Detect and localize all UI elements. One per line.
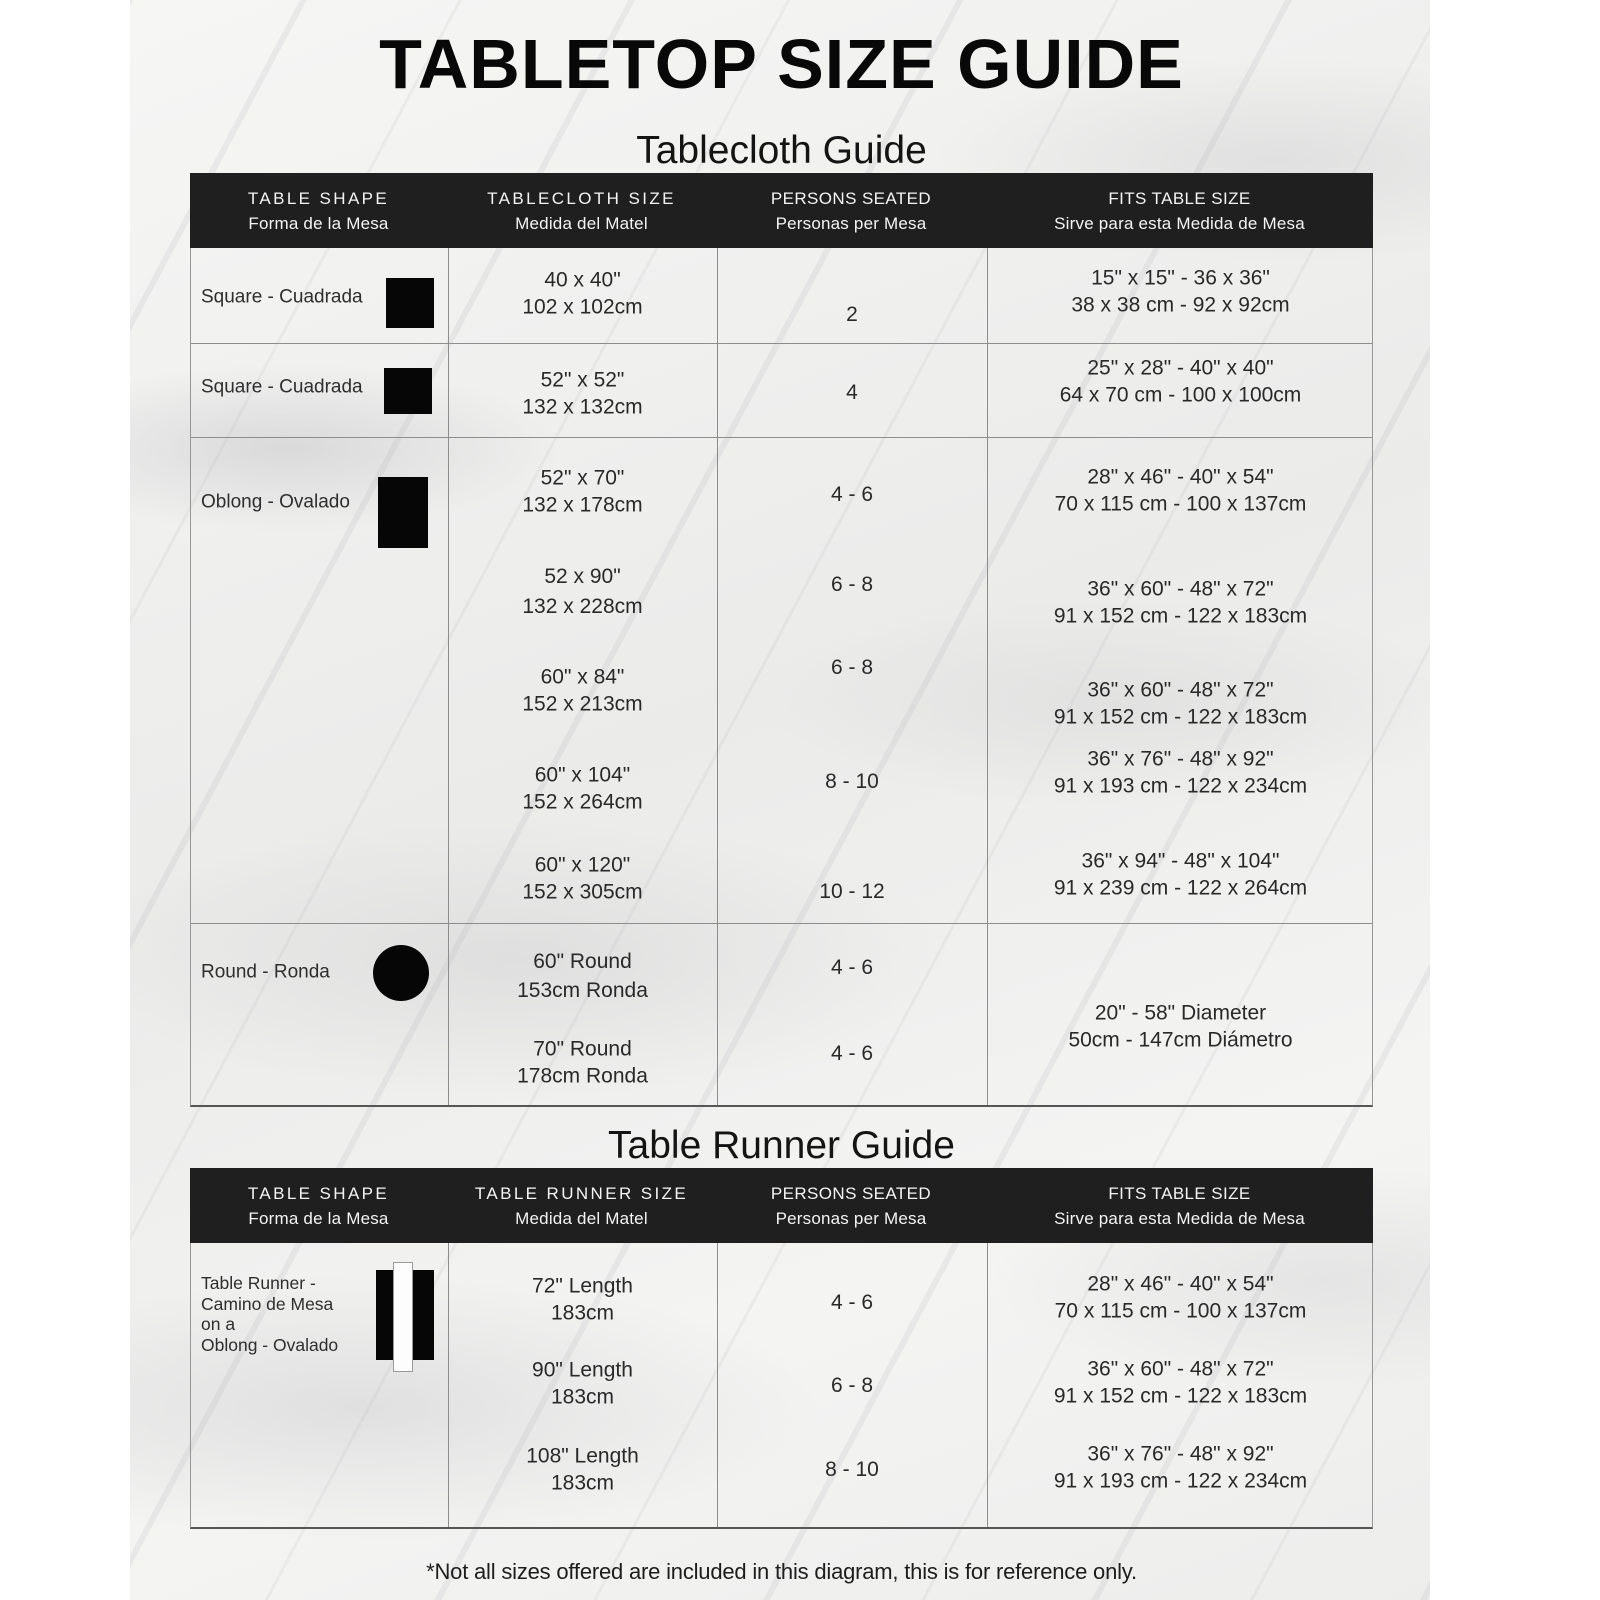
tablecloth-size-cell <box>448 665 717 718</box>
persons-cell: 4 - 6 <box>830 955 874 979</box>
shape-line: Camino de Mesa <box>201 1293 334 1314</box>
tablecloth-table <box>190 173 1373 1107</box>
size-line: 132 x 132cm <box>522 395 643 418</box>
header-persons-seated-es: Personas per Mesa <box>775 1208 927 1228</box>
shape-label-square-2: Square - Cuadrada <box>201 376 363 398</box>
persons-cell: 8 - 10 <box>825 1457 879 1481</box>
fits-line: 91 x 193 cm - 122 x 234cm <box>1053 774 1308 797</box>
fits-cell <box>987 747 1374 800</box>
square-icon <box>386 278 434 328</box>
tablecloth-size-cell <box>448 1037 717 1090</box>
fits-line: 28" x 46" - 40" x 54" <box>1087 1272 1274 1296</box>
fits-line: 36" x 60" - 48" x 72" <box>1087 678 1274 702</box>
fits-cell <box>987 266 1374 319</box>
tablecloth-section-title: Tablecloth Guide <box>636 129 927 172</box>
fits-line: 91 x 193 cm - 122 x 234cm <box>1053 1469 1308 1492</box>
header-persons-seated-es: Personas per Mesa <box>775 213 927 233</box>
runner-table-header <box>190 1168 1373 1243</box>
size-line: 108" Length <box>526 1444 639 1468</box>
header-table-shape-es: Forma de la Mesa <box>248 213 389 233</box>
fits-line: 70 x 115 cm - 100 x 137cm <box>1054 492 1307 515</box>
header-fits-table-size-en: FITS TABLE SIZE <box>1108 1183 1251 1203</box>
header-persons-seated-en: PERSONS SEATED <box>770 188 932 208</box>
table-runner-table <box>190 1168 1373 1529</box>
header-fits-table-size <box>986 173 1373 248</box>
size-line: 132 x 228cm <box>522 595 643 618</box>
tablecloth-size-cell <box>448 466 717 519</box>
runner-section-title: Table Runner Guide <box>608 1124 955 1167</box>
header-fits-table-size-en: FITS TABLE SIZE <box>1108 188 1251 208</box>
tablecloth-size-cell <box>448 763 717 816</box>
tablecloth-size-cell <box>448 853 717 906</box>
fits-line: 36" x 76" - 48" x 92" <box>1087 747 1274 771</box>
persons-cell: 4 - 6 <box>830 482 874 506</box>
shape-line: on a <box>201 1314 236 1334</box>
header-runner-size <box>447 1168 716 1243</box>
size-line: 183cm <box>550 1385 615 1408</box>
size-line: 183cm <box>550 1471 615 1494</box>
fits-line: 36" x 94" - 48" x 104" <box>1081 849 1280 873</box>
header-tablecloth-size <box>447 173 716 248</box>
size-line: 60" x 84" <box>540 665 625 689</box>
fits-cell <box>987 356 1374 409</box>
header-table-shape <box>190 173 447 248</box>
fits-cell-round-merged <box>987 1001 1374 1054</box>
row-divider <box>191 923 1372 924</box>
size-line: 152 x 264cm <box>522 790 643 813</box>
header-table-shape-en: TABLE SHAPE <box>247 1183 390 1203</box>
persons-cell: 6 - 8 <box>830 1373 874 1397</box>
size-line: 178cm Ronda <box>517 1064 648 1087</box>
header-fits-table-size-es: Sirve para esta Medida de Mesa <box>1054 1208 1305 1228</box>
fits-cell <box>987 849 1374 902</box>
tablecloth-size-cell <box>448 368 717 421</box>
fits-line: 70 x 115 cm - 100 x 137cm <box>1054 1299 1307 1322</box>
shape-label-table-runner <box>201 1273 338 1355</box>
fits-cell <box>987 577 1374 630</box>
oblong-rectangle-icon <box>378 477 428 548</box>
fits-line: 25" x 28" - 40" x 40" <box>1087 356 1274 380</box>
persons-cell: 8 - 10 <box>825 769 879 793</box>
fits-line: 36" x 76" - 48" x 92" <box>1087 1442 1274 1466</box>
footnote: *Not all sizes offered are included in this diagram, this is for reference only. <box>426 1559 1137 1584</box>
circle-icon <box>373 945 429 1001</box>
tablecloth-size-cell <box>448 947 717 1005</box>
row-divider <box>191 343 1372 344</box>
size-line: 153cm Ronda <box>517 979 648 1002</box>
size-line: 152 x 305cm <box>522 880 643 903</box>
fits-line: 28" x 46" - 40" x 54" <box>1087 465 1274 489</box>
table-runner-icon <box>376 1262 434 1372</box>
header-table-shape-en: TABLE SHAPE <box>247 188 390 208</box>
fits-cell <box>987 1442 1374 1495</box>
size-line: 152 x 213cm <box>522 692 643 715</box>
size-line: 52" x 52" <box>540 368 625 392</box>
size-line: 72" Length <box>532 1274 633 1298</box>
persons-cell: 6 - 8 <box>830 655 874 679</box>
size-guide-page <box>130 0 1430 1600</box>
header-persons-seated <box>716 1168 986 1243</box>
fits-line: 38 x 38 cm - 92 x 92cm <box>1071 293 1290 316</box>
header-fits-table-size-es: Sirve para esta Medida de Mesa <box>1054 213 1305 233</box>
fits-cell <box>987 1357 1374 1410</box>
persons-cell: 2 <box>846 302 858 326</box>
runner-size-cell <box>448 1358 717 1411</box>
size-line: 52 x 90" <box>544 565 621 588</box>
header-runner-size-es: Medida del Matel <box>515 1208 648 1228</box>
shape-label-square-1: Square - Cuadrada <box>201 286 363 308</box>
header-table-shape-es: Forma de la Mesa <box>248 1208 389 1228</box>
size-line: 102 x 102cm <box>522 295 643 318</box>
header-persons-seated-en: PERSONS SEATED <box>770 1183 932 1203</box>
shape-label-oblong: Oblong - Ovalado <box>201 491 350 513</box>
persons-cell: 10 - 12 <box>819 879 885 903</box>
runner-cloth-rect <box>393 1262 413 1372</box>
header-tablecloth-size-en: TABLECLOTH SIZE <box>487 188 676 208</box>
header-table-shape <box>190 1168 447 1243</box>
fits-line: 15" x 15" - 36 x 36" <box>1091 266 1270 290</box>
fits-cell <box>987 1272 1374 1325</box>
shape-line: Oblong - Ovalado <box>201 1334 339 1355</box>
square-icon <box>384 368 432 414</box>
size-line: 60" x 104" <box>534 763 631 787</box>
fits-line: 91 x 239 cm - 122 x 264cm <box>1053 876 1308 899</box>
size-line: 183cm <box>550 1301 615 1324</box>
tablecloth-table-header <box>190 173 1373 248</box>
shape-label-round: Round - Ronda <box>201 961 330 983</box>
tablecloth-size-cell <box>448 268 717 321</box>
fits-line: 36" x 60" - 48" x 72" <box>1087 1357 1274 1381</box>
fits-line: 50cm - 147cm Diámetro <box>1068 1028 1293 1051</box>
size-line: 90" Length <box>532 1358 633 1382</box>
fits-line: 91 x 152 cm - 122 x 183cm <box>1053 705 1308 728</box>
header-fits-table-size <box>986 1168 1373 1243</box>
size-line: 52" x 70" <box>540 466 625 490</box>
page-title: TABLETOP SIZE GUIDE <box>379 25 1184 103</box>
persons-cell: 6 - 8 <box>830 572 874 596</box>
tablecloth-size-cell <box>448 562 717 622</box>
size-line: 60" Round <box>533 950 632 973</box>
runner-size-cell <box>448 1444 717 1497</box>
fits-line: 36" x 60" - 48" x 72" <box>1087 577 1274 601</box>
size-line: 40 x 40" <box>544 268 621 292</box>
shape-line: Table Runner - <box>201 1273 316 1293</box>
fits-line: 91 x 152 cm - 122 x 183cm <box>1053 604 1308 627</box>
header-persons-seated <box>716 173 986 248</box>
fits-cell <box>987 678 1374 731</box>
fits-line: 64 x 70 cm - 100 x 100cm <box>1059 383 1302 406</box>
size-line: 60" x 120" <box>534 853 631 877</box>
size-line: 70" Round <box>533 1037 632 1061</box>
persons-cell: 4 - 6 <box>830 1041 874 1065</box>
fits-line: 20" - 58" Diameter <box>1094 1001 1267 1025</box>
persons-cell: 4 <box>846 380 858 404</box>
persons-cell: 4 - 6 <box>830 1290 874 1314</box>
fits-line: 91 x 152 cm - 122 x 183cm <box>1053 1384 1308 1407</box>
size-line: 132 x 178cm <box>522 493 643 516</box>
header-tablecloth-size-es: Medida del Matel <box>515 213 648 233</box>
runner-size-cell <box>448 1274 717 1327</box>
row-divider <box>191 437 1372 438</box>
header-runner-size-en: TABLE RUNNER SIZE <box>474 1183 689 1203</box>
fits-cell <box>987 465 1374 518</box>
